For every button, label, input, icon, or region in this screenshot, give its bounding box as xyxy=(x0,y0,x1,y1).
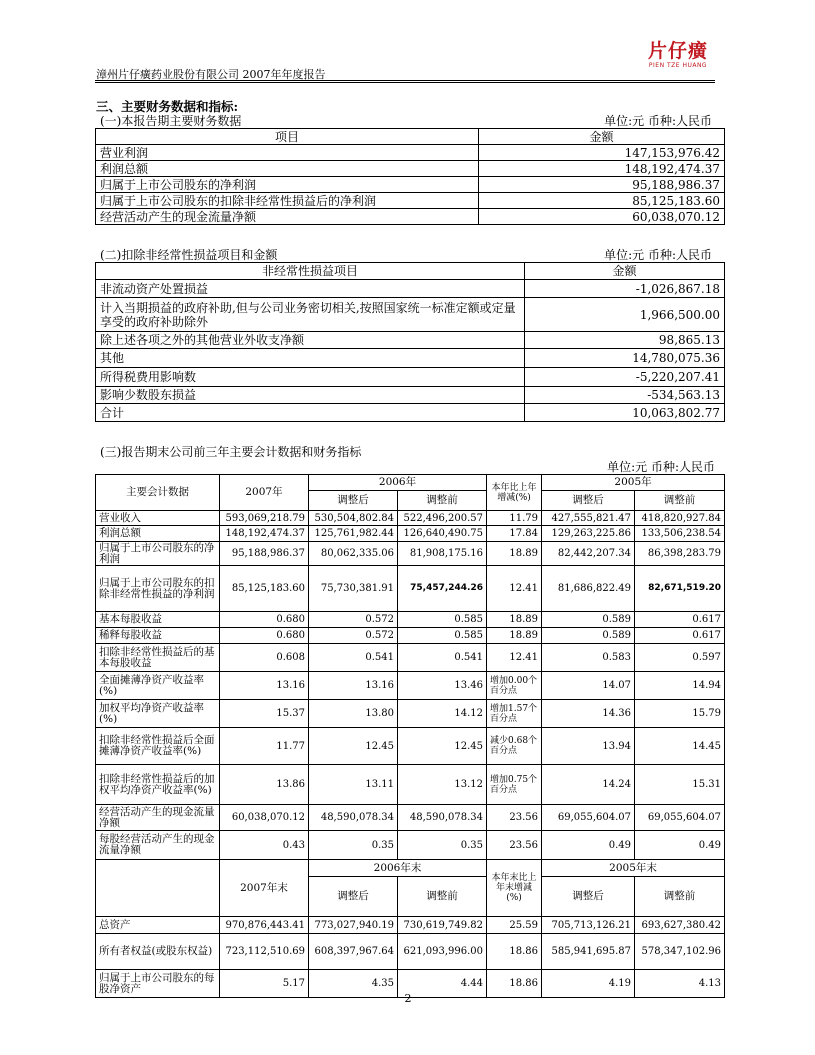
row-value: 85,125,183.60 xyxy=(479,193,725,209)
cell-v2005b: 693,627,380.42 xyxy=(635,917,725,934)
col-header-change: 本年比上年增减(%) xyxy=(487,475,542,511)
cell-v2006b: 0.35 xyxy=(398,831,487,860)
cell-v2006a: 4.35 xyxy=(309,970,398,998)
cell-v2006b: 126,640,490.75 xyxy=(398,526,487,542)
row-label: 利润总额 xyxy=(96,161,479,177)
cell-v2006b: 75,457,244.26 xyxy=(398,566,487,612)
cell-v2005b: 133,506,238.54 xyxy=(635,526,725,542)
cell-v2005b: 4.13 xyxy=(635,970,725,998)
section-title: 三、主要财务数据和指标: xyxy=(96,99,239,114)
table-row xyxy=(96,628,725,644)
cell-v2006b: 730,619,749.82 xyxy=(398,917,487,934)
row-label: 其他 xyxy=(96,349,525,368)
part1-unit: 单位:元 币种:人民币 xyxy=(604,114,712,128)
row-label: 营业收入 xyxy=(96,511,220,526)
cell-v2006a: 13.11 xyxy=(309,765,398,805)
non-recurring-table xyxy=(95,262,725,422)
table-row xyxy=(96,177,725,193)
cell-chg: 23.56 xyxy=(487,805,542,831)
table-row xyxy=(96,700,725,728)
cell-v2006a: 530,504,802.84 xyxy=(309,511,398,526)
table-row xyxy=(96,332,725,349)
part3-title: (三)报告期末公司前三年主要会计数据和财务指标 xyxy=(100,445,362,459)
cell-v2005a: 0.583 xyxy=(542,644,635,672)
row-label: 总资产 xyxy=(96,917,220,934)
row-label: 利润总额 xyxy=(96,526,220,542)
col-header-item: 非经常性损益项目 xyxy=(96,263,525,280)
table-row xyxy=(96,161,725,177)
cell-chg: 12.41 xyxy=(487,566,542,612)
col-header-2005-end-adj-before: 调整前 xyxy=(635,877,725,917)
table-row xyxy=(96,566,725,612)
part2-unit: 单位:元 币种:人民币 xyxy=(604,248,712,262)
col-header-2005-end: 2005年末 xyxy=(542,860,725,877)
col-header-2007-end: 2007年末 xyxy=(220,860,309,917)
cell-v2005a: 129,263,225.86 xyxy=(542,526,635,542)
col-header-amount: 金额 xyxy=(479,129,725,145)
company-logo xyxy=(642,40,714,78)
cell-v2006a: 13.16 xyxy=(309,672,398,700)
cell-chg: 18.86 xyxy=(487,934,542,970)
row-label: 非流动资产处置损益 xyxy=(96,280,525,298)
table-row xyxy=(96,280,725,298)
cell-v2006b: 14.12 xyxy=(398,700,487,728)
cell-v2006b: 48,590,078.34 xyxy=(398,805,487,831)
row-label: 全面摊薄净资产收益率(%) xyxy=(96,672,220,700)
cell-v2006a: 48,590,078.34 xyxy=(309,805,398,831)
cell-chg: 18.89 xyxy=(487,542,542,566)
row-label: 所得税费用影响数 xyxy=(96,368,525,387)
cell-v2007: 593,069,218.79 xyxy=(220,511,309,526)
table-row xyxy=(96,368,725,387)
cell-v2005a: 427,555,821.47 xyxy=(542,511,635,526)
cell-v2007: 95,188,986.37 xyxy=(220,542,309,566)
cell-v2007: 148,192,474.37 xyxy=(220,526,309,542)
table-row xyxy=(96,831,725,860)
logo-chinese: 片仔癀 xyxy=(647,40,708,62)
row-value: 14,780,075.36 xyxy=(525,349,725,368)
row-label: 归属于上市公司股东的净利润 xyxy=(96,177,479,193)
row-label: 计入当期损益的政府补助,但与公司业务密切相关,按照国家统一标准定额或定量享受的政府补助除外 xyxy=(96,298,525,332)
cell-v2005b: 14.45 xyxy=(635,728,725,765)
cell-v2006a: 75,730,381.91 xyxy=(309,566,398,612)
col-header-2005: 2005年 xyxy=(542,475,725,491)
cell-chg: 18.89 xyxy=(487,628,542,644)
row-label: 除上述各项之外的其他营业外收支净额 xyxy=(96,332,525,349)
cell-v2005a: 81,686,822.49 xyxy=(542,566,635,612)
three-year-table xyxy=(95,474,725,998)
cell-v2005a: 13.94 xyxy=(542,728,635,765)
table-row xyxy=(96,387,725,404)
col-header-2005-end-adj-after: 调整后 xyxy=(542,877,635,917)
table-row xyxy=(96,511,725,526)
col-header-main: 主要会计数据 xyxy=(96,475,220,511)
header-rule-2 xyxy=(95,82,715,83)
cell-v2006b: 12.45 xyxy=(398,728,487,765)
cell-v2006a: 0.572 xyxy=(309,612,398,628)
cell-chg: 12.41 xyxy=(487,644,542,672)
row-label: 归属于上市公司股东的每股净资产 xyxy=(96,970,220,998)
table-row xyxy=(96,917,725,934)
cell-v2005b: 15.79 xyxy=(635,700,725,728)
cell-v2007: 13.86 xyxy=(220,765,309,805)
table-subheader-row xyxy=(96,860,725,877)
row-value: -5,220,207.41 xyxy=(525,368,725,387)
part2-title: (二)扣除非经常性损益项目和金额 xyxy=(100,248,278,262)
cell-v2006b: 0.541 xyxy=(398,644,487,672)
cell-v2005a: 0.589 xyxy=(542,628,635,644)
cell-chg: 增加1.57个百分点 xyxy=(487,700,542,728)
cell-chg: 25.59 xyxy=(487,917,542,934)
cell-v2007: 970,876,443.41 xyxy=(220,917,309,934)
cell-chg: 17.84 xyxy=(487,526,542,542)
row-label: 归属于上市公司股东的扣除非经常性损益后的净利润 xyxy=(96,193,479,209)
table-row xyxy=(96,934,725,970)
table-row xyxy=(96,209,725,225)
table-row xyxy=(96,728,725,765)
part1-title: (一)本报告期主要财务数据 xyxy=(100,114,242,128)
cell-v2007: 85,125,183.60 xyxy=(220,566,309,612)
cell-v2005a: 4.19 xyxy=(542,970,635,998)
blank-header-cell xyxy=(96,860,220,917)
table-row xyxy=(96,765,725,805)
row-value: 10,063,802.77 xyxy=(525,404,725,422)
cell-v2006a: 0.541 xyxy=(309,644,398,672)
cell-v2006b: 522,496,200.57 xyxy=(398,511,487,526)
table-row xyxy=(96,672,725,700)
row-value: -534,563.13 xyxy=(525,387,725,404)
header-rule xyxy=(95,80,715,81)
row-value: 1,966,500.00 xyxy=(525,298,725,332)
cell-v2007: 723,112,510.69 xyxy=(220,934,309,970)
cell-v2005b: 0.617 xyxy=(635,612,725,628)
row-value: 95,188,986.37 xyxy=(479,177,725,193)
row-label: 合计 xyxy=(96,404,525,422)
col-header-2006: 2006年 xyxy=(309,475,487,491)
col-header-2006-adj-after: 调整后 xyxy=(309,491,398,511)
row-label: 经营活动产生的现金流量净额 xyxy=(96,805,220,831)
cell-v2006b: 13.46 xyxy=(398,672,487,700)
table-row xyxy=(96,644,725,672)
cell-v2006a: 0.572 xyxy=(309,628,398,644)
row-label: 基本每股收益 xyxy=(96,612,220,628)
cell-v2005a: 585,941,695.87 xyxy=(542,934,635,970)
table-row xyxy=(96,404,725,422)
row-value: 147,153,976.42 xyxy=(479,145,725,161)
cell-chg: 增加0.75个百分点 xyxy=(487,765,542,805)
cell-chg: 11.79 xyxy=(487,511,542,526)
cell-v2006a: 12.45 xyxy=(309,728,398,765)
row-value: 98,865.13 xyxy=(525,332,725,349)
cell-v2005b: 69,055,604.07 xyxy=(635,805,725,831)
part3-unit: 单位:元 币种:人民币 xyxy=(607,460,715,474)
cell-v2005a: 705,713,126.21 xyxy=(542,917,635,934)
row-value: -1,026,867.18 xyxy=(525,280,725,298)
cell-v2007: 0.608 xyxy=(220,644,309,672)
col-header-2007: 2007年 xyxy=(220,475,309,511)
cell-v2005b: 0.617 xyxy=(635,628,725,644)
table-row xyxy=(96,805,725,831)
main-financial-table xyxy=(95,128,725,225)
cell-v2006a: 80,062,335.06 xyxy=(309,542,398,566)
report-header: 漳州片仔癀药业股份有限公司 2007年年度报告 xyxy=(96,68,326,81)
cell-v2007: 0.680 xyxy=(220,612,309,628)
cell-v2005a: 14.24 xyxy=(542,765,635,805)
col-header-2006-end-adj-before: 调整前 xyxy=(398,877,487,917)
logo-english: PIEN TZE HUANG xyxy=(648,62,708,69)
cell-v2006b: 621,093,996.00 xyxy=(398,934,487,970)
cell-v2006b: 13.12 xyxy=(398,765,487,805)
cell-v2005a: 0.49 xyxy=(542,831,635,860)
table-row xyxy=(96,526,725,542)
cell-v2005a: 14.07 xyxy=(542,672,635,700)
cell-v2006b: 0.585 xyxy=(398,612,487,628)
row-label: 所有者权益(或股东权益) xyxy=(96,934,220,970)
row-label: 营业利润 xyxy=(96,145,479,161)
cell-v2005b: 418,820,927.84 xyxy=(635,511,725,526)
cell-v2005b: 86,398,283.79 xyxy=(635,542,725,566)
cell-v2005b: 578,347,102.96 xyxy=(635,934,725,970)
cell-v2005a: 14.36 xyxy=(542,700,635,728)
table-row xyxy=(96,145,725,161)
col-header-2006-adj-before: 调整前 xyxy=(398,491,487,511)
col-header-2006-end: 2006年末 xyxy=(309,860,487,877)
table-row xyxy=(96,298,725,332)
cell-v2005b: 15.31 xyxy=(635,765,725,805)
row-label: 影响少数股东损益 xyxy=(96,387,525,404)
col-header-item: 项目 xyxy=(96,129,479,145)
col-header-end-change: 本年末比上年末增减(%) xyxy=(487,860,542,917)
cell-chg: 增加0.00个百分点 xyxy=(487,672,542,700)
row-label: 经营活动产生的现金流量净额 xyxy=(96,209,479,225)
cell-v2005b: 0.49 xyxy=(635,831,725,860)
cell-v2005a: 69,055,604.07 xyxy=(542,805,635,831)
cell-v2005a: 0.589 xyxy=(542,612,635,628)
cell-v2007: 11.77 xyxy=(220,728,309,765)
col-header-amount: 金额 xyxy=(525,263,725,280)
table-row xyxy=(96,193,725,209)
col-header-2006-end-adj-after: 调整后 xyxy=(309,877,398,917)
cell-v2006a: 0.35 xyxy=(309,831,398,860)
cell-v2006b: 0.585 xyxy=(398,628,487,644)
row-value: 60,038,070.12 xyxy=(479,209,725,225)
table-row xyxy=(96,612,725,628)
cell-chg: 减少0.68个百分点 xyxy=(487,728,542,765)
row-label: 扣除非经常性损益后全面摊薄净资产收益率(%) xyxy=(96,728,220,765)
cell-chg: 18.86 xyxy=(487,970,542,998)
cell-v2005b: 14.94 xyxy=(635,672,725,700)
row-label: 加权平均净资产收益率(%) xyxy=(96,700,220,728)
cell-v2007: 0.680 xyxy=(220,628,309,644)
cell-v2007: 5.17 xyxy=(220,970,309,998)
cell-v2007: 15.37 xyxy=(220,700,309,728)
cell-v2007: 60,038,070.12 xyxy=(220,805,309,831)
cell-chg: 18.89 xyxy=(487,612,542,628)
page-number: 2 xyxy=(404,992,412,1005)
row-label: 扣除非经常性损益后的基本每股收益 xyxy=(96,644,220,672)
row-value: 148,192,474.37 xyxy=(479,161,725,177)
row-label: 归属于上市公司股东的净利润 xyxy=(96,542,220,566)
row-label: 每股经营活动产生的现金流量净额 xyxy=(96,831,220,860)
cell-v2006a: 773,027,940.19 xyxy=(309,917,398,934)
row-label: 稀释每股收益 xyxy=(96,628,220,644)
table-row xyxy=(96,542,725,566)
cell-chg: 23.56 xyxy=(487,831,542,860)
col-header-2005-adj-before: 调整前 xyxy=(635,491,725,511)
cell-v2007: 0.43 xyxy=(220,831,309,860)
cell-v2005b: 0.597 xyxy=(635,644,725,672)
cell-v2006b: 81,908,175.16 xyxy=(398,542,487,566)
row-label: 归属于上市公司股东的扣除非经常性损益的净利润 xyxy=(96,566,220,612)
cell-v2007: 13.16 xyxy=(220,672,309,700)
cell-v2005b: 82,671,519.20 xyxy=(635,566,725,612)
table-row xyxy=(96,349,725,368)
row-label: 扣除非经常性损益后的加权平均净资产收益率(%) xyxy=(96,765,220,805)
cell-v2005a: 82,442,207.34 xyxy=(542,542,635,566)
cell-v2006a: 608,397,967.64 xyxy=(309,934,398,970)
cell-v2006a: 125,761,982.44 xyxy=(309,526,398,542)
cell-v2006a: 13.80 xyxy=(309,700,398,728)
col-header-2005-adj-after: 调整后 xyxy=(542,491,635,511)
cell-v2006b: 4.44 xyxy=(398,970,487,998)
